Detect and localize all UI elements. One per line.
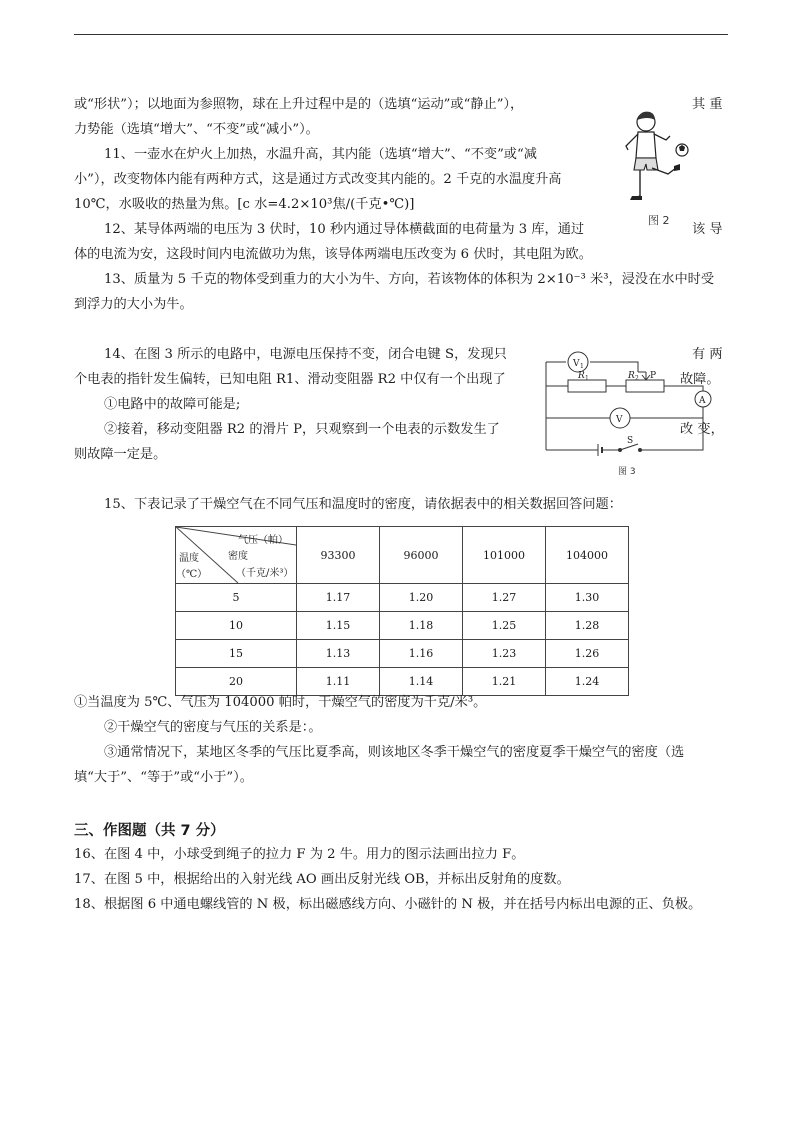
r2-label: R	[628, 371, 635, 381]
figure-2	[618, 100, 692, 230]
density-cell: 1.11	[297, 668, 380, 696]
table-row	[176, 584, 629, 612]
density-cell: 1.27	[463, 584, 546, 612]
q14-line-4-end: 改 变，	[680, 422, 724, 437]
q12-line-1: 12、某导体两端的电压为 3 伏时，10 秒内通过导体横截面的电荷量为 3 库，通过	[104, 222, 585, 237]
q15-sub-3: ③通常情况下，某地区冬季的气压比夏季高，则该地区冬季干燥空气的密度夏季干燥空气的密度（选	[104, 745, 685, 760]
temp-cell: 10	[176, 612, 297, 640]
q12-line-2: 体的电流为安，这段时间内电流做功为焦，该导体两端电压改变为 6 伏时，其电阻为欧。	[74, 247, 592, 262]
q16-line: 16、在图 4 中，小球受到绳子的拉力 F 为 2 牛。用力的图示法画出拉力 F。	[74, 847, 525, 862]
q10-line-1-end: 其 重	[692, 97, 723, 112]
header-temp: 温度	[179, 553, 199, 564]
r1-label: R	[578, 371, 585, 381]
temp-cell: 5	[176, 584, 297, 612]
density-cell: 1.17	[297, 584, 380, 612]
density-cell: 1.14	[380, 668, 463, 696]
density-cell: 1.25	[463, 612, 546, 640]
v1-meter-label: V	[573, 359, 580, 369]
diagonal-header-cell	[176, 527, 297, 584]
density-cell: 1.18	[380, 612, 463, 640]
boy-kicking-ball-illustration	[618, 100, 692, 230]
section-3-heading: 三、作图题（共 7 分）	[74, 823, 225, 839]
pressure-header: 104000	[546, 527, 629, 584]
circuit-diagram	[538, 340, 718, 480]
table-row	[176, 640, 629, 668]
q14-line-3: ①电路中的故障可能是;	[104, 397, 241, 412]
header-density: 密度	[228, 551, 248, 562]
q14-line-1-end: 有 两	[692, 347, 723, 362]
header-temp-unit: （℃）	[176, 569, 208, 580]
pressure-header: 96000	[380, 527, 463, 584]
figure-3	[538, 340, 718, 480]
pressure-header: 93300	[297, 527, 380, 584]
table-row	[176, 668, 629, 696]
q18-line: 18、根据图 6 中通电螺线管的 N 极，标出磁感线方向、小磁针的 N 极，并在括号内标出电源的正、负极。	[74, 897, 702, 912]
slider-p-label: P	[650, 371, 657, 381]
q15-line-1: 15、下表记录了干燥空气在不同气压和温度时的密度，请依据表中的相关数据回答问题：	[104, 497, 622, 512]
q13-line-1: 13、质量为 5 千克的物体受到重力的大小为牛、方向，若该物体的体积为 2×10⁻³ 米³，浸没在水中时受	[104, 272, 715, 287]
density-cell: 1.28	[546, 612, 629, 640]
switch-s-label: S	[627, 436, 634, 446]
header-density-unit: （千克/米³）	[236, 568, 294, 579]
q14-line-4: ②接着，移动变阻器 R2 的滑片 P，只观察到一个电表的示数发生了	[104, 422, 500, 437]
density-cell: 1.26	[546, 640, 629, 668]
density-cell: 1.24	[546, 668, 629, 696]
density-cell: 1.13	[297, 640, 380, 668]
voltmeter-label: V	[616, 415, 623, 425]
pressure-header: 101000	[463, 527, 546, 584]
q14-line-1: 14、在图 3 所示的电路中，电源电压保持不变，闭合电键 S，发现只	[104, 347, 507, 362]
density-cell: 1.20	[380, 584, 463, 612]
q11-line-1: 11、一壶水在炉火上加热，水温升高，其内能（选填“增大”、“不变”或“减	[104, 147, 537, 162]
q11-line-2: 小”），改变物体内能有两种方式，这是通过方式改变其内能的。2 千克的水温度升高	[74, 172, 562, 187]
q13-line-2: 到浮力的大小为牛。	[74, 297, 193, 312]
table-header-row	[176, 527, 629, 584]
q11-line-3: 10℃，水吸收的热量为焦。[c 水=4.2×10³焦/(千克•℃)]	[74, 197, 415, 212]
top-rule	[74, 34, 728, 35]
density-cell: 1.30	[546, 584, 629, 612]
density-cell: 1.15	[297, 612, 380, 640]
temp-cell: 15	[176, 640, 297, 668]
figure-3-caption: 图 3	[618, 467, 636, 477]
header-pressure: 气压（帕）	[238, 535, 288, 546]
q14-line-5: 则故障一定是。	[74, 447, 167, 462]
q17-line: 17、在图 5 中，根据给出的入射光线 AO 画出反射光线 OB，并标出反射角的度数。	[74, 872, 570, 887]
temp-cell: 20	[176, 668, 297, 696]
density-table	[175, 526, 629, 696]
ammeter-label: A	[699, 396, 706, 406]
table-row	[176, 612, 629, 640]
density-cell: 1.23	[463, 640, 546, 668]
q12-line-1-end: 该 导	[692, 222, 723, 237]
q10-line-2: 力势能（选填“增大”、“不变”或“减小”）。	[74, 122, 319, 137]
r2-subscript: 2	[635, 375, 639, 382]
q15-sub-3-cont: 填“大于”、“等于”或“小于”）。	[74, 770, 253, 785]
q14-line-2-end: 故障。	[680, 372, 720, 387]
q15-sub-1: ①当温度为 5℃、气压为 104000 帕时，干燥空气的密度为千克/米³。	[74, 695, 487, 710]
r1-subscript: 1	[585, 375, 589, 382]
density-cell: 1.16	[380, 640, 463, 668]
q10-line-1: 或“形状”）；以地面为参照物，球在上升过程中是的（选填“运动”或“静止”），	[74, 97, 524, 112]
v1-meter-subscript: 1	[580, 363, 584, 370]
q15-sub-2: ②干燥空气的密度与气压的关系是：。	[104, 720, 322, 735]
figure-2-caption: 图 2	[648, 214, 670, 227]
q14-line-2: 个电表的指针发生偏转，已知电阻 R1、滑动变阻器 R2 中仅有一个出现了	[74, 372, 506, 387]
density-cell: 1.21	[463, 668, 546, 696]
